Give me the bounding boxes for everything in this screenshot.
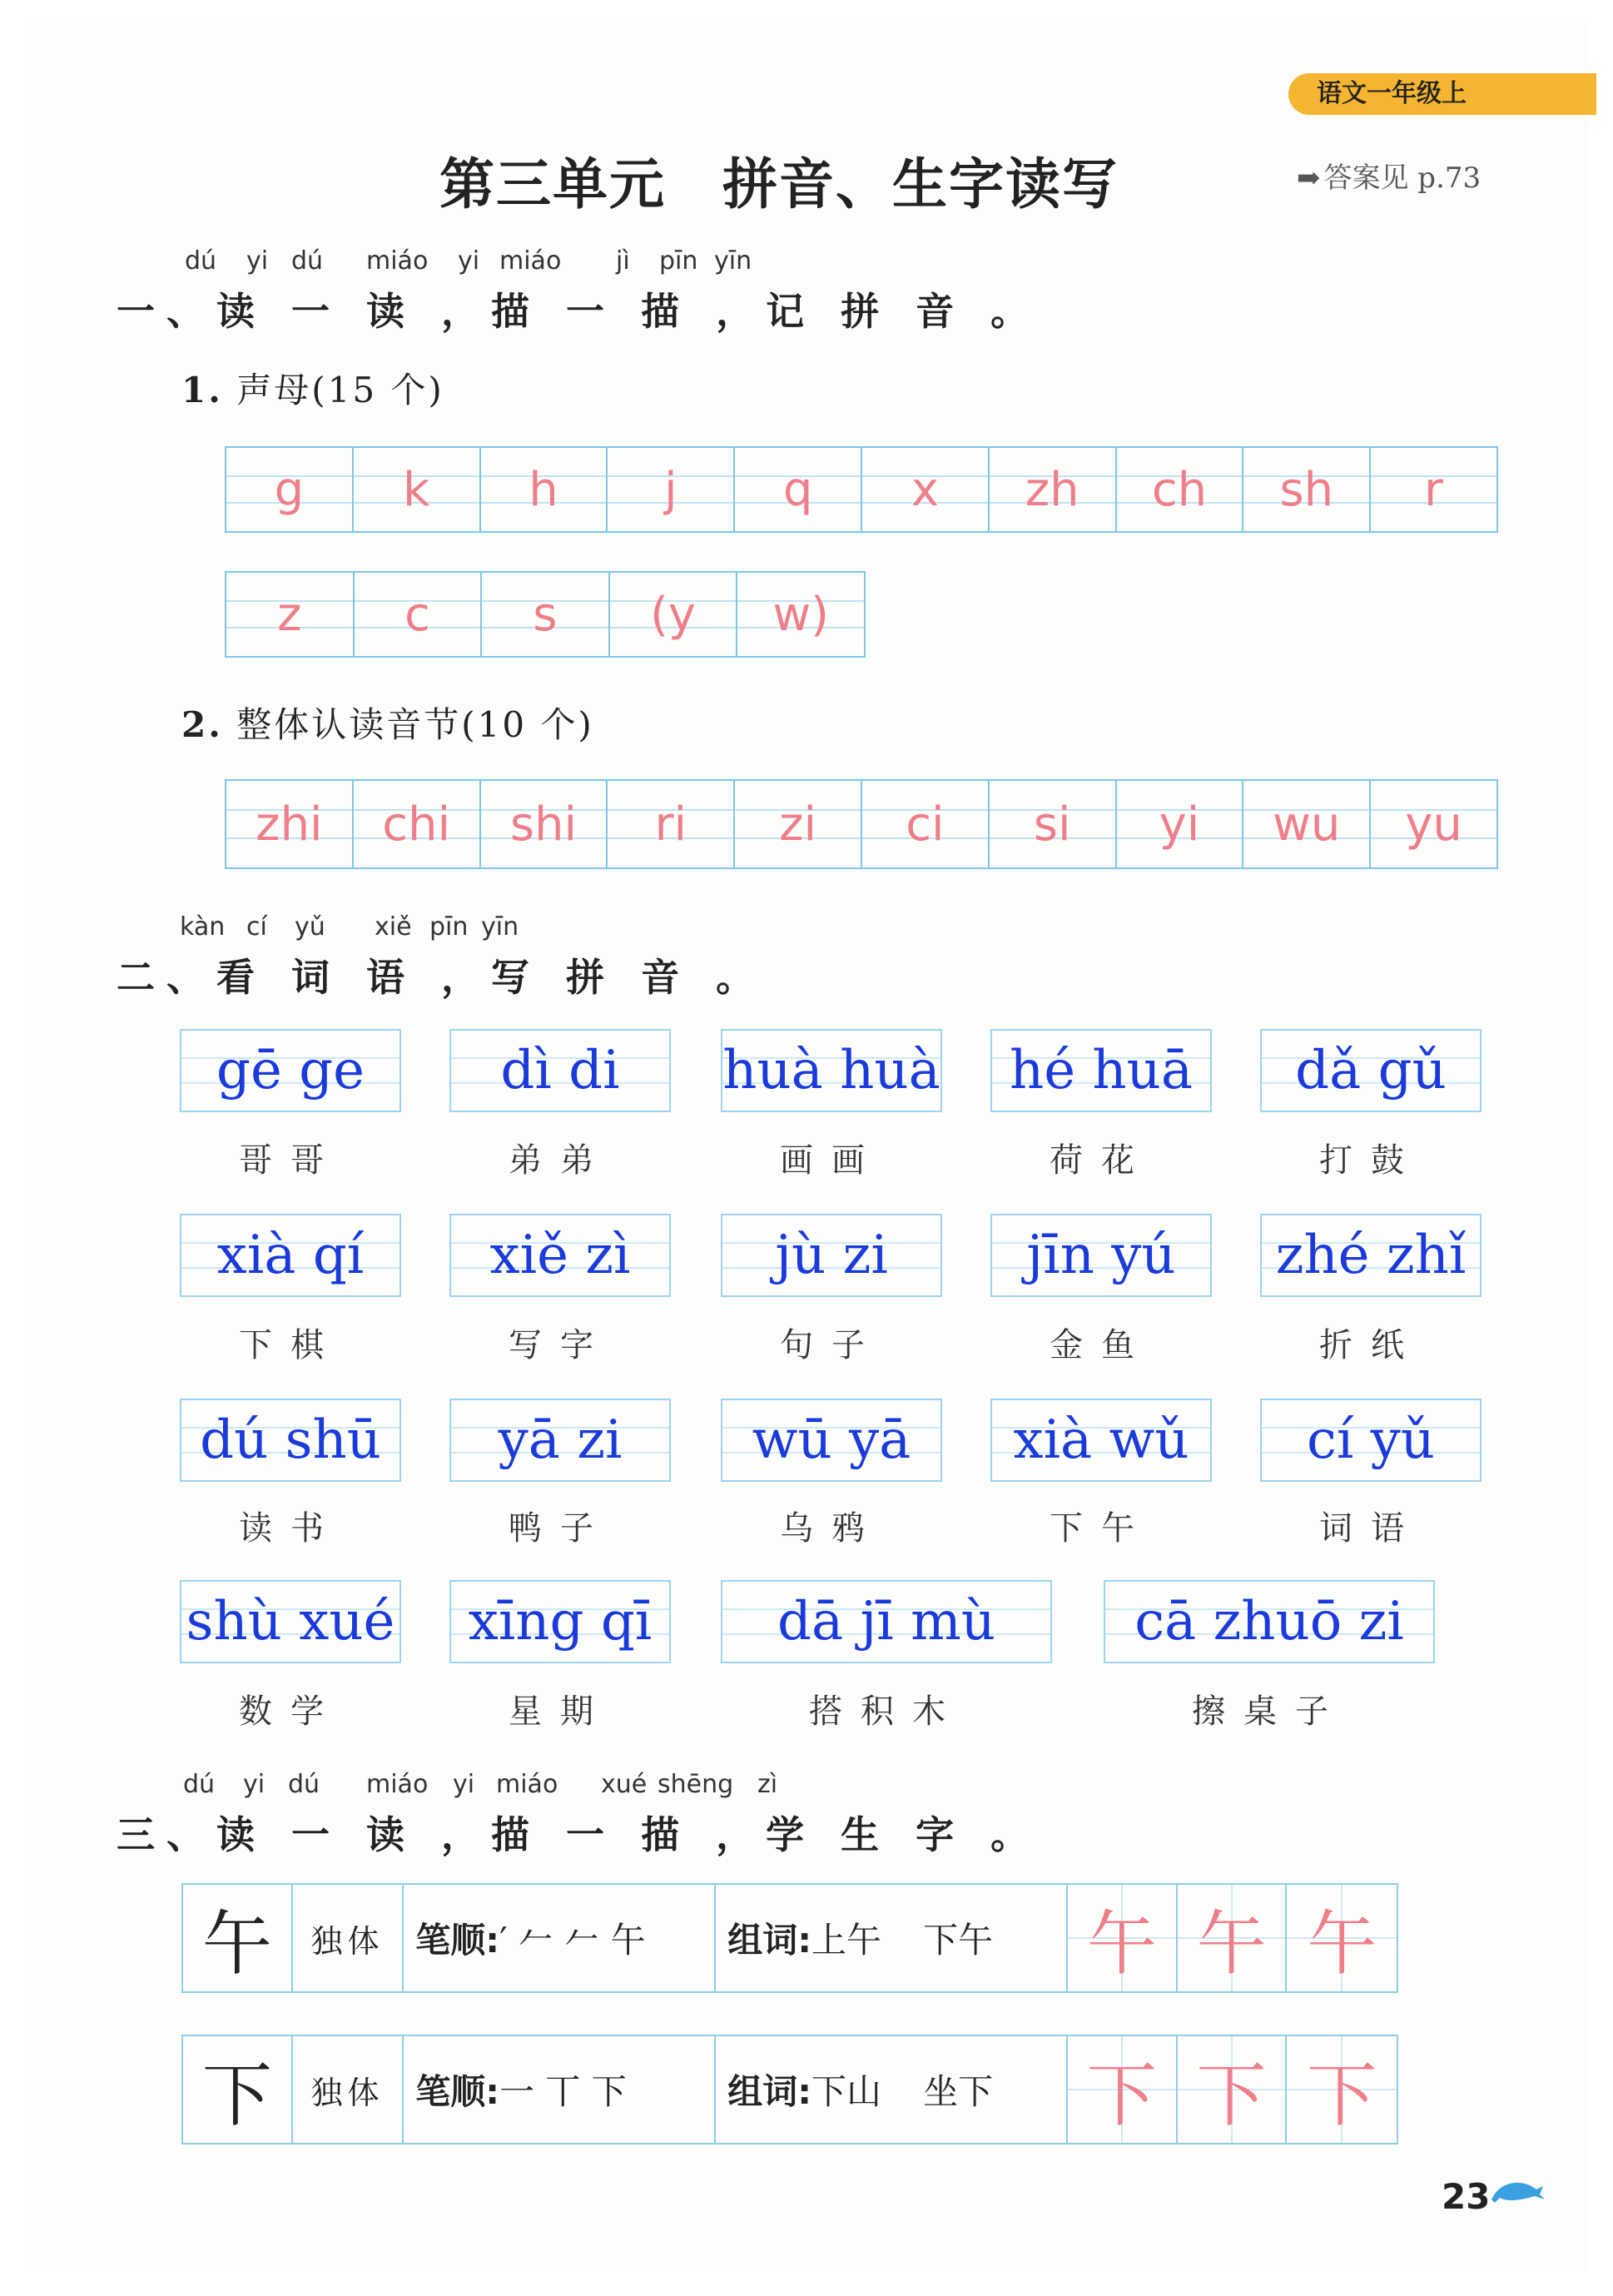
pinyin-answer-box: huà huà xyxy=(721,1029,942,1112)
initial-cell: h xyxy=(481,448,608,531)
word-label: 写字 xyxy=(509,1326,612,1364)
initial-cell: zh xyxy=(990,448,1117,531)
arrow-icon: ➡ xyxy=(1297,162,1321,195)
initial-cell: w) xyxy=(772,587,829,642)
word-label: 下棋 xyxy=(239,1326,342,1364)
word-group-label: 组词: xyxy=(727,2071,812,2112)
word-label: 下午 xyxy=(1050,1509,1153,1548)
syllable-cell: chi xyxy=(354,781,481,867)
syllable-cell: wu xyxy=(1243,781,1371,867)
stroke-order-label: 笔顺: xyxy=(415,1920,500,1961)
initials-grid-row-2 xyxy=(225,571,866,658)
syllable-cell: si xyxy=(990,781,1117,867)
initial-cell: q xyxy=(735,448,862,531)
answer-reference-text: 答案见 p.73 xyxy=(1323,162,1481,195)
syllable-cell: shi xyxy=(481,781,608,867)
pinyin-answer-box: xià qí xyxy=(180,1214,401,1297)
syllable-cell: zi xyxy=(735,781,862,867)
subsection-label: 整体认读音节(10 个) xyxy=(236,704,594,745)
section-3-title: 三、读 一 读 ，描 一 描 ，学 生 字 。 xyxy=(117,1812,1041,1857)
initial-cell: x xyxy=(862,448,990,531)
word-label: 折纸 xyxy=(1319,1326,1422,1364)
word-label: 数学 xyxy=(239,1692,342,1731)
character-row-wu xyxy=(181,1883,1398,1993)
word-example: 坐下 xyxy=(923,2071,994,2112)
character: 午 xyxy=(183,1885,293,1991)
subsection-number: 2. xyxy=(181,704,223,745)
syllable-cell: yi xyxy=(1117,781,1244,867)
subsection-1-title xyxy=(181,363,444,413)
pinyin-annotation: dú xyxy=(185,246,217,276)
pinyin-annotation: shēng xyxy=(658,1770,734,1799)
word-label: 哥哥 xyxy=(239,1141,342,1180)
syllable-cell: zhi xyxy=(226,781,354,867)
pinyin-annotation: pīn xyxy=(659,246,698,276)
pinyin-answer-box: shù xué xyxy=(180,1580,401,1663)
pinyin-annotation: xué xyxy=(601,1770,648,1799)
initial-cell: (y xyxy=(610,573,738,656)
grade-tag: 语文一年级上 xyxy=(1288,73,1596,115)
pinyin-annotation: miáo xyxy=(499,246,562,276)
pinyin-annotation: yīn xyxy=(481,912,519,942)
tracing-cell: 午 xyxy=(1287,1885,1397,1991)
pinyin-annotation: yi xyxy=(453,1770,475,1799)
pinyin-annotation: miáo xyxy=(366,1770,429,1799)
pinyin-answer-box: zhé zhǐ xyxy=(1260,1214,1481,1297)
structure-type: 独体 xyxy=(293,1885,404,1991)
initial-cell: g xyxy=(226,448,354,531)
pinyin-answer-box: xià wǔ xyxy=(990,1399,1212,1482)
word-label: 弟弟 xyxy=(509,1141,612,1180)
initials-grid-row-1 xyxy=(225,446,1498,533)
word-label: 擦桌子 xyxy=(1192,1692,1347,1731)
word-example: 下午 xyxy=(923,1920,994,1961)
initial-cell: s xyxy=(482,573,610,656)
pinyin-answer-box: cí yǔ xyxy=(1260,1399,1481,1482)
subsection-2-title xyxy=(181,698,594,748)
pinyin-answer-box: wū yā xyxy=(721,1399,942,1482)
word-label: 打鼓 xyxy=(1319,1141,1422,1180)
word-label: 荷花 xyxy=(1050,1141,1153,1180)
syllable-cell: ri xyxy=(608,781,735,867)
dolphin-icon xyxy=(1488,2174,1546,2208)
word-label: 星期 xyxy=(509,1692,612,1731)
initial-cell: ch xyxy=(1117,448,1244,531)
pinyin-annotation: miáo xyxy=(496,1770,558,1799)
pinyin-annotation: yi xyxy=(458,246,480,276)
character: 下 xyxy=(183,2036,293,2143)
whole-syllables-grid xyxy=(225,779,1498,869)
pinyin-annotation: pīn xyxy=(429,912,469,942)
pinyin-answer-box: dú shū xyxy=(180,1399,401,1482)
tracing-cell: 午 xyxy=(1178,1885,1288,1991)
initial-cell: r xyxy=(1424,462,1444,517)
word-group xyxy=(716,1885,1068,1991)
pinyin-answer-box: gē ge xyxy=(180,1029,401,1112)
pinyin-answer-box: dì di xyxy=(449,1029,671,1112)
page-title: 第三单元 拼音、生字读写 xyxy=(439,152,1119,216)
word-label: 金鱼 xyxy=(1050,1326,1153,1364)
tracing-cell: 下 xyxy=(1287,2036,1397,2143)
word-group-label: 组词: xyxy=(727,1920,812,1961)
word-label: 读书 xyxy=(239,1509,342,1548)
pinyin-answer-box: xīng qī xyxy=(449,1580,671,1663)
pinyin-annotation: xiě xyxy=(375,912,412,942)
word-label: 鸭子 xyxy=(509,1509,612,1548)
pinyin-annotation: yǔ xyxy=(295,912,325,942)
word-label: 乌鸦 xyxy=(780,1509,883,1548)
pinyin-answer-box: jù zi xyxy=(721,1214,942,1297)
initial-cell: z xyxy=(226,573,355,656)
subsection-label: 声母(15 个) xyxy=(236,370,444,410)
pinyin-annotation: kàn xyxy=(180,912,226,942)
pinyin-annotation: dú xyxy=(288,1770,320,1799)
pinyin-annotation: miáo xyxy=(366,246,429,276)
stroke-order xyxy=(404,2036,716,2143)
word-label: 句子 xyxy=(780,1326,883,1364)
stroke-order-label: 笔顺: xyxy=(415,2071,500,2112)
pinyin-annotation: yīn xyxy=(714,246,752,276)
pinyin-answer-box: xiě zì xyxy=(449,1214,671,1297)
pinyin-annotation: jì xyxy=(616,246,630,276)
pinyin-answer-box: dā jī mù xyxy=(721,1580,1052,1663)
initial-cell: sh xyxy=(1243,448,1371,531)
pinyin-annotation: cí xyxy=(246,912,267,942)
tracing-cell: 午 xyxy=(1068,1885,1178,1991)
word-label: 搭积木 xyxy=(809,1692,964,1731)
pinyin-answer-box: dǎ gǔ xyxy=(1260,1029,1481,1112)
initial-cell: j xyxy=(608,448,735,531)
pinyin-answer-box: cā zhuō zi xyxy=(1104,1580,1435,1663)
pinyin-answer-box: yā zi xyxy=(449,1399,671,1482)
syllable-cell: yu xyxy=(1405,797,1462,852)
word-group xyxy=(716,2036,1068,2143)
pinyin-annotation: dú xyxy=(291,246,324,276)
section-1-title: 一、读 一 读 ，描 一 描 ，记 拼 音 。 xyxy=(117,289,1041,334)
stroke-order-sequence: ′ 𠂉 𠂉 午 xyxy=(499,1920,646,1961)
pinyin-answer-box: jīn yú xyxy=(990,1214,1212,1297)
section-2-title: 二、看 词 语 ，写 拼 音 。 xyxy=(117,955,767,1000)
stroke-order xyxy=(404,1885,716,1991)
word-example: 下山 xyxy=(811,2071,882,2112)
word-label: 画画 xyxy=(780,1141,883,1180)
initial-cell: c xyxy=(355,573,483,656)
tracing-cell: 下 xyxy=(1178,2036,1288,2143)
word-label: 词语 xyxy=(1319,1509,1422,1548)
pinyin-annotation: zì xyxy=(757,1770,778,1799)
pinyin-answer-box: hé huā xyxy=(990,1029,1212,1112)
structure-type: 独体 xyxy=(293,2036,404,2143)
subsection-number: 1. xyxy=(181,370,223,410)
stroke-order-sequence: 一 丅 下 xyxy=(499,2071,627,2112)
page-number: 23 xyxy=(1442,2176,1491,2217)
character-row-xia xyxy=(181,2035,1398,2144)
pinyin-annotation: yi xyxy=(243,1770,266,1799)
initial-cell: k xyxy=(354,448,481,531)
pinyin-annotation: dú xyxy=(183,1770,216,1799)
tracing-cell: 下 xyxy=(1068,2036,1178,2143)
answer-reference xyxy=(1297,155,1481,196)
syllable-cell: ci xyxy=(862,781,990,867)
word-example: 上午 xyxy=(811,1920,882,1961)
pinyin-annotation: yi xyxy=(246,246,269,276)
